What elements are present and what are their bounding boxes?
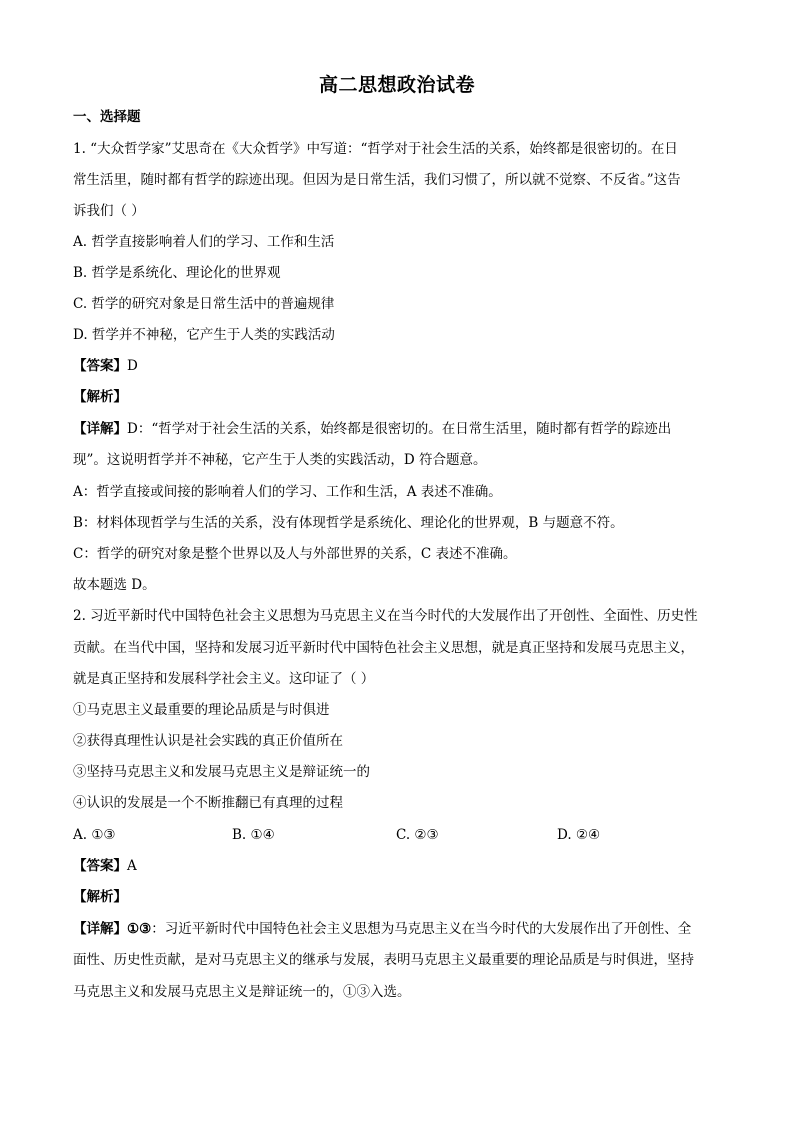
analysis-tag: 【解析】 [73,389,127,405]
q2-option-a: A. ①③ [73,827,116,843]
q2-detail-line-2: 面性、历史性贡献，是对马克思主义的继承与发展，表明马克思主义最重要的理论品质是与时俱进，坚持 [73,952,694,968]
q1-detail-line-4: B：材料体现哲学与生活的关系，没有体现哲学是系统化、理论化的世界观，B 与题意不符。 [73,515,624,531]
q2-item-3: ③坚持马克思主义和发展马克思主义是辩证统一的 [73,764,370,780]
q1-stem-line-1: 1. “大众哲学家”艾思奇在《大众哲学》中写道：“哲学对于社会生活的关系，始终都是很密切的。在日 [73,141,678,157]
answer-tag: 【答案】 [73,858,127,874]
q2-answer [73,856,723,876]
q1-analysis-tag [73,387,723,407]
detail-tag: 【详解】 [73,921,127,937]
page-title: 高二思想政治试卷 [318,74,475,96]
q2-analysis-tag [73,887,723,907]
q1-option-b: B. 哲学是系统化、理论化的世界观 [73,265,281,281]
q2-stem-line-2: 贡献。在当代中国，坚持和发展习近平新时代中国特色社会主义思想，就是真正坚持和发展马克思主义， [73,640,694,656]
q2-item-4: ④认识的发展是一个不断推翻已有真理的过程 [73,795,343,811]
q2-item-2: ②获得真理性认识是社会实践的真正价值所在 [73,733,343,749]
detail-tag: 【详解】 [73,421,127,437]
q1-detail-line-6: 故本题选 D。 [73,577,156,593]
q2-stem-line-1: 2. 习近平新时代中国特色社会主义思想为马克思主义在当今时代的大发展作出了开创性、全面性、历史性 [73,608,698,624]
section-heading: 一、选择题 [73,109,141,125]
q2-stem-line-3: 就是真正坚持和发展科学社会主义。这印证了（ ） [73,671,375,687]
detail-text: ：习近平新时代中国特色社会主义思想为马克思主义在当今时代的大发展作出了开创性、全 [151,921,692,937]
answer-tag: 【答案】 [73,358,127,374]
q2-detail-line-3: 马克思主义和发展马克思主义是辩证统一的，①③入选。 [73,984,411,1000]
q1-stem-line-3: 诉我们（ ） [73,203,145,219]
q2-option-c: C. ②③ [396,827,439,843]
answer-value: A [127,858,137,874]
q1-detail-line-2: 现”。这说明哲学并不神秘，它产生于人类的实践活动，D 符合题意。 [73,452,487,468]
q2-option-b: B. ①④ [232,827,275,843]
analysis-tag: 【解析】 [73,889,127,905]
answer-value: D [127,358,138,374]
detail-text: D：“哲学对于社会生活的关系，始终都是很密切的。在日常生活里，随时都有哲学的踪迹出 [127,421,672,437]
detail-key: ①③ [127,921,152,937]
q1-option-d: D. 哲学并不神秘，它产生于人类的实践活动 [73,327,335,343]
q1-stem-line-2: 常生活里，随时都有哲学的踪迹出现。但因为是日常生活，我们习惯了，所以就不觉察、不反省。”这告 [73,172,681,188]
q2-option-d: D. ②④ [557,827,601,843]
q1-detail-line-3: A：哲学直接或间接的影响着人们的学习、工作和生活，A 表述不准确。 [73,484,502,500]
q2-item-1: ①马克思主义最重要的理论品质是与时俱进 [73,702,330,718]
q1-detail-line-1 [73,419,723,439]
q2-detail-line-1 [73,919,723,939]
q1-option-c: C. 哲学的研究对象是日常生活中的普遍规律 [73,296,335,312]
q1-answer [73,356,723,376]
q1-detail-line-5: C：哲学的研究对象是整个世界以及人与外部世界的关系，C 表述不准确。 [73,546,517,562]
q1-option-a: A. 哲学直接影响着人们的学习、工作和生活 [73,234,335,250]
